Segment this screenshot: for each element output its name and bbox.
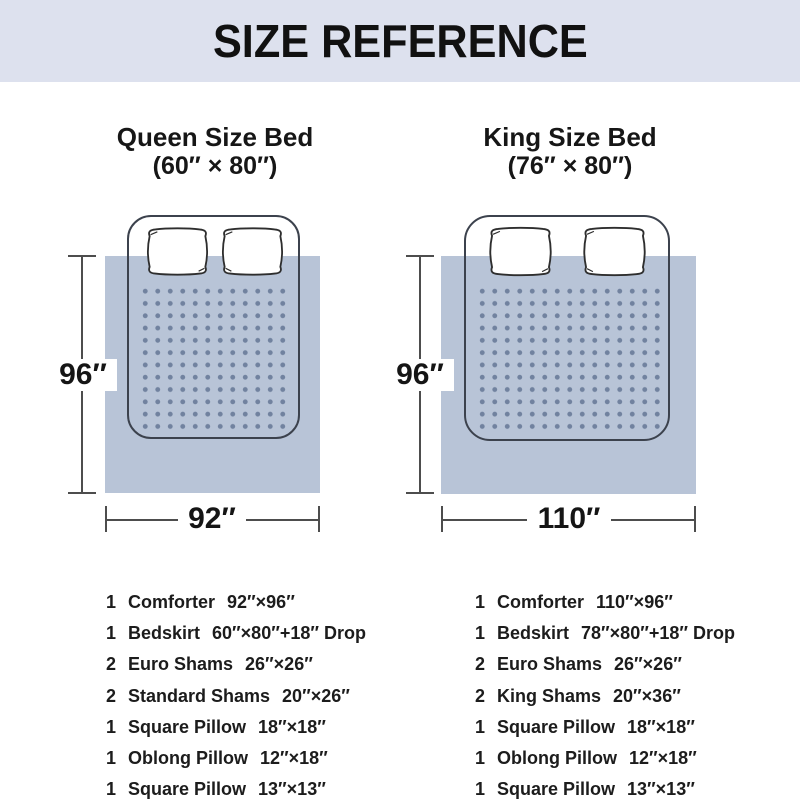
queen-height-dim-cap-bottom: [68, 492, 96, 494]
king-width-label: 110″: [527, 503, 611, 535]
item-qty: 1: [106, 779, 117, 800]
king-title-block: [370, 122, 770, 181]
list-item: [106, 649, 366, 680]
list-item: [106, 681, 366, 712]
item-qty: 2: [475, 654, 486, 675]
list-item: [106, 587, 366, 618]
queen-item-list: [106, 587, 366, 800]
king-item-list: [475, 587, 735, 800]
list-item: [475, 587, 735, 618]
item-size: 18″×18″: [258, 716, 326, 737]
king-pillow-left-icon: [482, 226, 559, 277]
item-size: 12″×18″: [260, 747, 328, 768]
item-size: 20″×26″: [282, 685, 350, 706]
queen-height-dim-cap-top: [68, 255, 96, 257]
item-name: Comforter: [497, 592, 585, 612]
item-name: Euro Shams: [497, 654, 603, 675]
item-size: 26″×26″: [245, 654, 313, 675]
item-size: 20″×36″: [613, 685, 681, 706]
queen-width-dim-cap-right: [318, 506, 320, 532]
item-name: Bedskirt: [497, 623, 570, 644]
page-title: SIZE REFERENCE: [212, 15, 588, 67]
item-name: Bedskirt: [128, 623, 201, 644]
item-size: 60″×80″+18″ Drop: [212, 623, 366, 644]
item-size: 12″×18″: [629, 747, 697, 768]
item-name: Square Pillow: [497, 716, 616, 737]
item-size: 13″×13″: [258, 779, 326, 800]
item-name: Square Pillow: [128, 716, 247, 737]
item-qty: 1: [475, 592, 486, 612]
king-width-dim-cap-left: [441, 506, 443, 532]
king-pillow-right-icon: [576, 226, 653, 277]
queen-pillow-left-icon: [141, 226, 214, 277]
item-qty: 1: [475, 779, 486, 800]
item-name: Comforter: [128, 592, 216, 612]
king-height-dim-cap-top: [406, 255, 434, 257]
item-qty: 2: [106, 685, 117, 706]
queen-width-dim-cap-left: [105, 506, 107, 532]
item-size: 78″×80″+18″ Drop: [581, 623, 735, 644]
item-size: 18″×18″: [627, 716, 695, 737]
item-qty: 1: [475, 716, 486, 737]
item-name: King Shams: [497, 685, 602, 706]
queen-pillow-right-icon: [216, 226, 289, 277]
list-item: [475, 712, 735, 743]
king-subtitle: (76″ × 80″): [507, 152, 633, 180]
item-size: 26″×26″: [614, 654, 682, 675]
list-item: [475, 618, 735, 649]
list-item: [106, 712, 366, 743]
item-qty: 1: [475, 623, 486, 644]
item-qty: 2: [106, 654, 117, 675]
queen-height-label: 96″: [49, 359, 117, 391]
item-qty: 2: [475, 685, 486, 706]
king-height-dim-cap-bottom: [406, 492, 434, 494]
queen-title: Queen Size Bed: [116, 122, 314, 152]
item-name: Euro Shams: [128, 654, 234, 675]
list-item: [106, 618, 366, 649]
item-qty: 1: [106, 623, 117, 644]
list-item: [475, 774, 735, 800]
item-qty: 1: [106, 592, 117, 612]
item-size: 92″×96″: [227, 592, 295, 612]
item-name: Square Pillow: [497, 779, 616, 800]
list-item: [475, 743, 735, 774]
item-size: 13″×13″: [627, 779, 695, 800]
item-qty: 1: [106, 716, 117, 737]
list-item: [475, 681, 735, 712]
list-item: [475, 649, 735, 680]
king-height-label: 96″: [386, 359, 454, 391]
item-name: Oblong Pillow: [128, 747, 248, 768]
list-item: [106, 743, 366, 774]
list-item: [106, 774, 366, 800]
queen-title-block: [15, 122, 415, 181]
item-qty: 1: [106, 747, 117, 768]
queen-subtitle: (60″ × 80″): [152, 152, 278, 180]
item-size: 110″×96″: [596, 592, 673, 612]
king-title: King Size Bed: [483, 122, 657, 152]
header-banner: [0, 0, 800, 82]
item-name: Oblong Pillow: [497, 747, 617, 768]
item-name: Square Pillow: [128, 779, 247, 800]
item-name: Standard Shams: [128, 685, 271, 706]
king-width-dim-cap-right: [694, 506, 696, 532]
queen-width-label: 92″: [178, 503, 246, 535]
item-qty: 1: [475, 747, 486, 768]
